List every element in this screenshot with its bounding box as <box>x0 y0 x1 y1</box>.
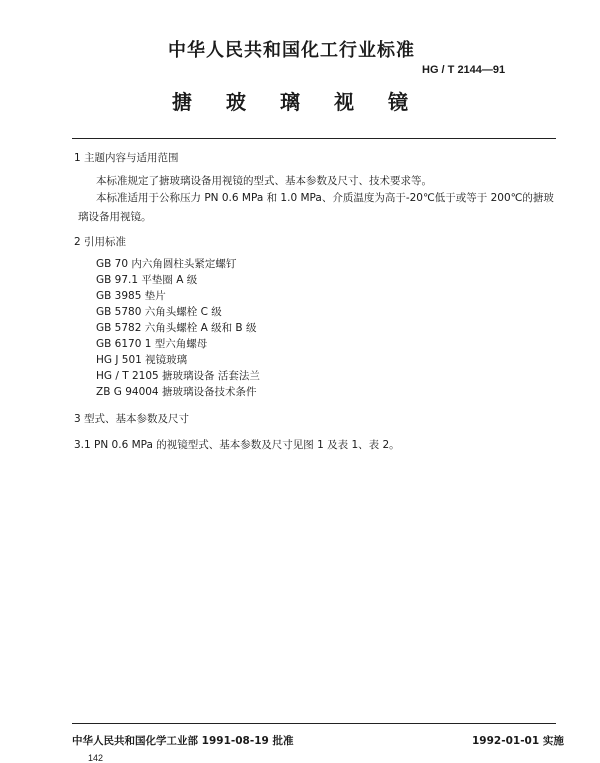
reference-item: GB 6170 1 型六角螺母 <box>96 338 208 350</box>
reference-item: GB 97.1 平垫圈 A 级 <box>96 274 198 286</box>
section-1-paragraph-2: 本标准适用于公称压力 PN 0.6 MPa 和 1.0 MPa、介质温度为高于-20℃低于或等于 200℃的搪玻璃设备用视镜。 <box>78 192 554 223</box>
implementation-date: 1992-01-01 实施 <box>472 735 564 747</box>
section-3-heading: 3 型式、基本参数及尺寸 <box>74 413 190 425</box>
section-1-paragraph-1: 本标准规定了搪玻璃设备用视镜的型式、基本参数及尺寸、技术要求等。 <box>96 175 432 187</box>
reference-item: GB 3985 垫片 <box>96 290 166 302</box>
section-3-1-paragraph: 3.1 PN 0.6 MPa 的视镜型式、基本参数及尺寸见图 1 及表 1、表 2。 <box>74 439 400 451</box>
reference-item: GB 5782 六角头螺栓 A 级和 B 级 <box>96 322 257 334</box>
approval-statement: 中华人民共和国化学工业部 1991-08-19 批准 <box>72 735 294 747</box>
reference-item: HG / T 2105 搪玻璃设备 活套法兰 <box>96 370 260 382</box>
organization-title: 中华人民共和国化工行业标准 <box>168 40 415 61</box>
page-number: 142 <box>88 753 104 763</box>
reference-item: GB 5780 六角头螺栓 C 级 <box>96 306 222 318</box>
reference-item: ZB G 94004 搪玻璃设备技术条件 <box>96 386 257 398</box>
document-title: 搪玻璃视镜 <box>172 90 442 114</box>
header-divider <box>72 138 556 139</box>
standard-code: HG / T 2144—91 <box>422 64 506 76</box>
section-2-heading: 2 引用标准 <box>74 236 127 248</box>
section-1-heading: 1 主题内容与适用范围 <box>74 152 179 164</box>
footer-divider <box>72 723 556 724</box>
reference-item: HG J 501 视镜玻璃 <box>96 354 188 366</box>
reference-item: GB 70 内六角圆柱头紧定螺钉 <box>96 258 237 270</box>
